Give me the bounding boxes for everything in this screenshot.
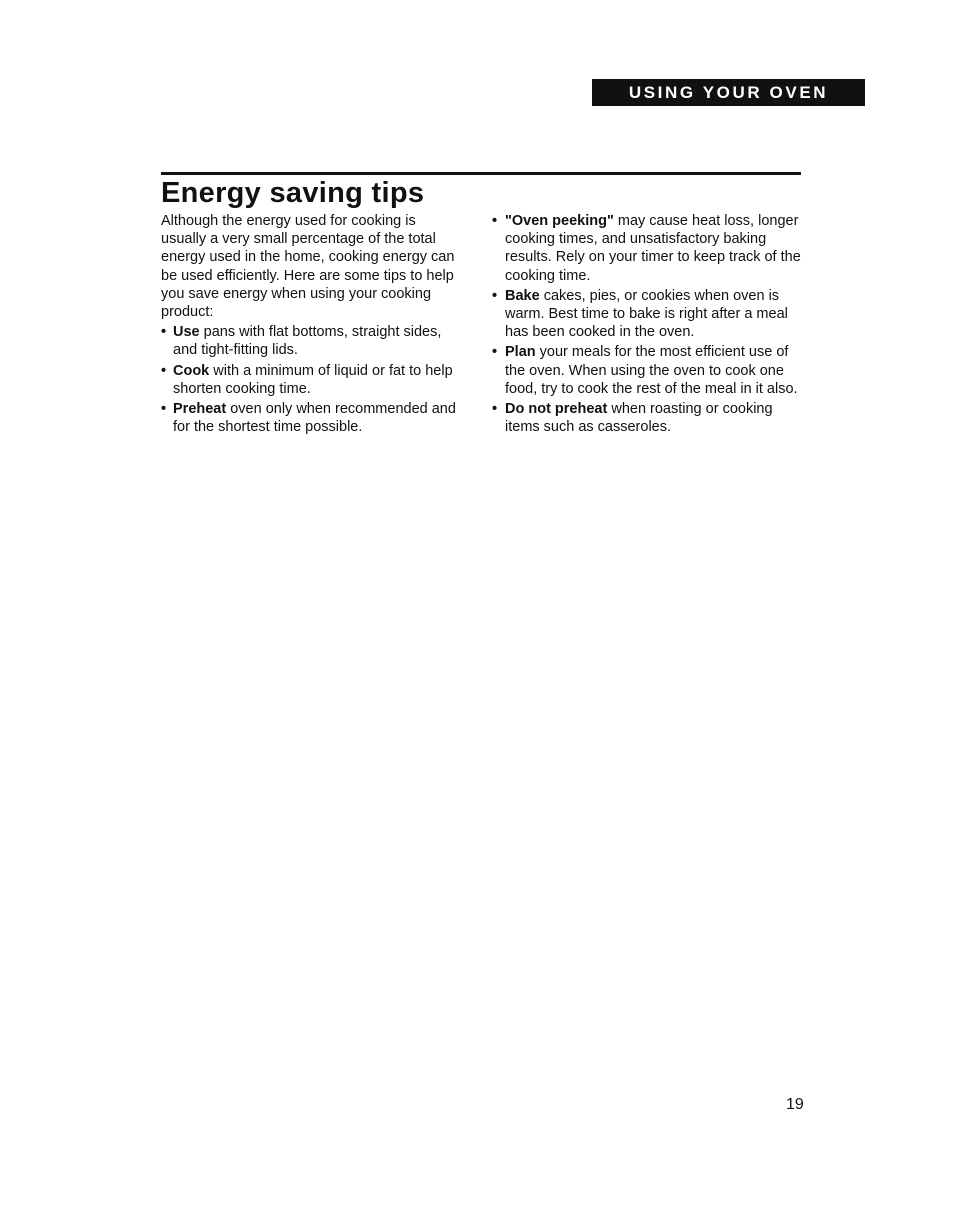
- tip-text: cakes, pies, or cookies when oven is warm. Best time to bake is right after a meal has been cooked in the oven.: [505, 287, 788, 341]
- tip-text: pans with flat bottoms, straight sides, and tight-fitting lids.: [173, 324, 442, 359]
- tip-text: when roasting or cooking items such as casseroles.: [505, 401, 773, 436]
- bullet-icon: •: [492, 401, 498, 418]
- tips-list-left: [161, 323, 463, 436]
- bullet-icon: •: [492, 287, 498, 304]
- tip-keyword: "Oven peeking": [505, 213, 614, 229]
- left-column: [161, 212, 463, 438]
- tip-keyword: Bake: [505, 287, 540, 304]
- tip-item: [492, 212, 804, 285]
- tip-text: may cause heat loss, longer cooking times, and unsatisfactory baking results. Rely on your timer to keep track of the cooking time.: [505, 213, 801, 284]
- tip-keyword: Do not preheat: [505, 401, 608, 418]
- bullet-icon: •: [492, 344, 498, 361]
- tip-keyword: Use: [173, 324, 200, 341]
- tip-item: [161, 323, 463, 359]
- tips-list-right: [492, 212, 804, 436]
- tip-item: [492, 287, 804, 342]
- bullet-icon: •: [492, 213, 498, 229]
- tip-keyword: Cook: [173, 362, 210, 379]
- tip-text: your meals for the most efficient use of the oven. When using the oven to cook one food, try to cook the rest of the meal in it also.: [505, 344, 798, 397]
- tip-item: [161, 400, 463, 436]
- tip-item: [492, 343, 804, 398]
- tip-item: [492, 400, 804, 436]
- page-number: 19: [786, 1096, 804, 1113]
- tip-text: with a minimum of liquid or fat to help shorten cooking time.: [173, 362, 453, 397]
- right-column: [492, 212, 804, 438]
- section-header-bar: [592, 79, 865, 106]
- tip-keyword: Plan: [505, 344, 536, 361]
- page-title: Energy saving tips: [161, 177, 425, 209]
- tip-item: [161, 362, 463, 398]
- intro-paragraph: Although the energy used for cooking is usually a very small percentage of the total energy used in the home, cooking energy can be used efficiently. Here are some tips to help you save energy when using your cooking product:: [161, 213, 455, 321]
- tip-keyword: Preheat: [173, 401, 227, 418]
- tip-text: oven only when recommended and for the shortest time possible.: [173, 401, 456, 436]
- bullet-icon: •: [161, 362, 167, 379]
- bullet-icon: •: [161, 324, 167, 341]
- section-label: USING YOUR OVEN: [628, 83, 829, 102]
- bullet-icon: •: [161, 401, 167, 418]
